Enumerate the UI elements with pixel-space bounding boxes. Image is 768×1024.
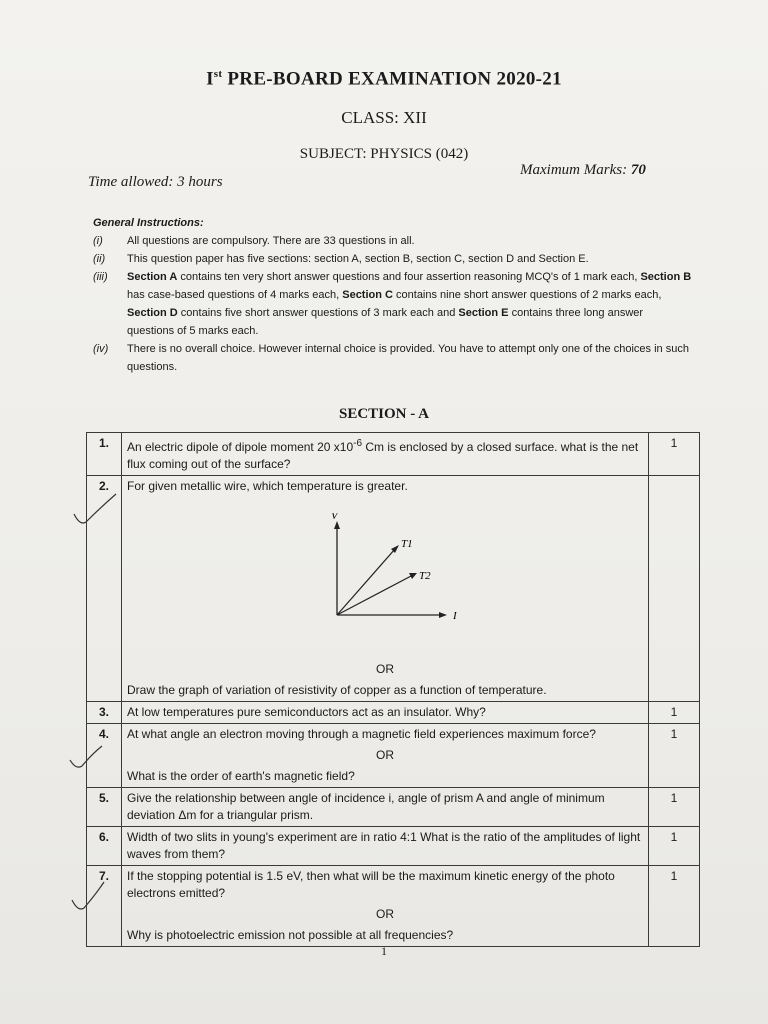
handwritten-tick-icon: [70, 492, 120, 532]
or-label: OR: [376, 907, 394, 921]
question-marks: 1: [649, 827, 700, 866]
question-alt-text: Draw the graph of variation of resistivity of copper as a function of temperature.: [127, 683, 547, 697]
page-number: 1: [381, 944, 387, 958]
question-marks: 1: [649, 866, 700, 947]
t1-label: T1: [401, 538, 413, 550]
section-b-label: Section B: [640, 271, 692, 283]
question-text: Give the relationship between angle of incidence i, angle of prism A and angle of minimum deviation Δm for a triangular prism.: [122, 788, 649, 827]
question-number: 5.: [87, 788, 122, 827]
section-e-label: Section E: [458, 307, 509, 319]
question-row: [87, 476, 700, 702]
question-number: 3.: [87, 702, 122, 724]
y-axis-label: V: [331, 513, 338, 522]
instruction-fragment: contains five short answer questions of 3 mark each and: [177, 307, 459, 319]
section-a-label: Section A: [127, 271, 178, 283]
question-row: [87, 827, 700, 866]
question-number: 7.: [87, 866, 122, 947]
instruction-item: [93, 250, 693, 268]
question-text: Width of two slits in young's experiment are in ratio 4:1 What is the ratio of the amplitudes of light waves from them?: [122, 827, 649, 866]
question-main-text: If the stopping potential is 1.5 eV, then what will be the maximum kinetic energy of the photo electrons emitted?: [127, 869, 615, 900]
instruction-fragment: contains nine short answer questions of 2 marks each,: [392, 289, 662, 301]
instruction-text: This question paper has five sections: section A, section B, section C, section D and Section E.: [127, 253, 589, 265]
question-text: [122, 724, 649, 788]
vi-graph: [317, 513, 477, 633]
instruction-text: There is no overall choice. However internal choice is provided. You have to attempt only one of the choices in such questions.: [127, 343, 689, 373]
handwritten-tick-icon: [68, 880, 108, 914]
question-marks: 1: [649, 724, 700, 788]
instruction-fragment: has case-based questions of 4 marks each,: [127, 289, 343, 301]
question-number: 4.: [87, 724, 122, 788]
question-text: [122, 433, 649, 476]
question-alt-text: Why is photoelectric emission not possible at all frequencies?: [127, 928, 454, 942]
time-allowed: Time allowed: 3 hours: [88, 174, 223, 190]
general-instructions: [93, 214, 693, 376]
instruction-num: (iv): [93, 343, 109, 355]
question-marks: [649, 476, 700, 702]
question-row: [87, 788, 700, 827]
class-label: CLASS: XII: [341, 108, 427, 127]
instruction-item: [93, 268, 693, 340]
max-marks-value: 70: [630, 162, 646, 178]
exam-title: [0, 68, 768, 90]
title-sup: st: [213, 68, 223, 80]
section-c-label: Section C: [342, 289, 393, 301]
question-number: 1.: [87, 433, 122, 476]
instruction-num: (ii): [93, 253, 106, 265]
question-text: At low temperatures pure semiconductors act as an insulator. Why?: [122, 702, 649, 724]
subject-label: SUBJECT: PHYSICS (042): [299, 146, 469, 162]
instruction-num: (iii): [93, 271, 108, 283]
question-number: 2.: [87, 476, 122, 702]
question-row: [87, 702, 700, 724]
line-t2: [337, 575, 413, 615]
question-text: [122, 866, 649, 947]
question-main-text: At what angle an electron moving through a magnetic field experiences maximum force?: [127, 727, 596, 741]
instruction-text: All questions are compulsory. There are 33 questions in all.: [127, 235, 415, 247]
y-arrow-icon: [334, 521, 340, 529]
or-label: OR: [376, 662, 394, 676]
or-label: OR: [376, 748, 394, 762]
x-arrow-icon: [439, 612, 447, 618]
question-marks: 1: [649, 433, 700, 476]
line-t1: [337, 549, 395, 615]
question-text-part: Cm is enclosed by a closed surface. what is the net flux coming out of the surface?: [127, 440, 639, 471]
max-marks: [520, 162, 646, 179]
title-main: PRE-BOARD EXAMINATION 2020-21: [222, 68, 562, 90]
section-title: SECTION - A: [338, 406, 430, 422]
instruction-fragment: contains ten very short answer questions and four assertion reasoning MCQ's of 1 mark each,: [177, 271, 641, 283]
question-number: 6.: [87, 827, 122, 866]
max-marks-label: Maximum Marks:: [520, 162, 631, 178]
instruction-item: [93, 232, 693, 250]
instruction-text: [127, 268, 693, 340]
question-marks: 1: [649, 788, 700, 827]
instructions-heading: General Instructions:: [93, 217, 204, 229]
t2-label: T2: [419, 570, 431, 582]
instruction-num: (i): [93, 235, 103, 247]
x-axis-label: I: [453, 610, 457, 622]
question-alt-text: What is the order of earth's magnetic field?: [127, 769, 355, 783]
section-d-label: Section D: [127, 307, 178, 319]
question-main-text: For given metallic wire, which temperature is greater.: [127, 479, 408, 493]
question-text: [122, 476, 649, 702]
questions-table: [86, 432, 700, 947]
question-row: [87, 433, 700, 476]
question-row: [87, 866, 700, 947]
instruction-fragment: contains three long answer questions of 5 marks each.: [127, 307, 644, 337]
question-row: [87, 724, 700, 788]
question-text-part: An electric dipole of dipole moment 20 x10: [127, 440, 354, 454]
question-marks: 1: [649, 702, 700, 724]
handwritten-tick-icon: [66, 742, 106, 772]
instruction-item: [93, 340, 693, 376]
exponent: -6: [353, 438, 363, 449]
title-prefix: I: [206, 68, 214, 90]
